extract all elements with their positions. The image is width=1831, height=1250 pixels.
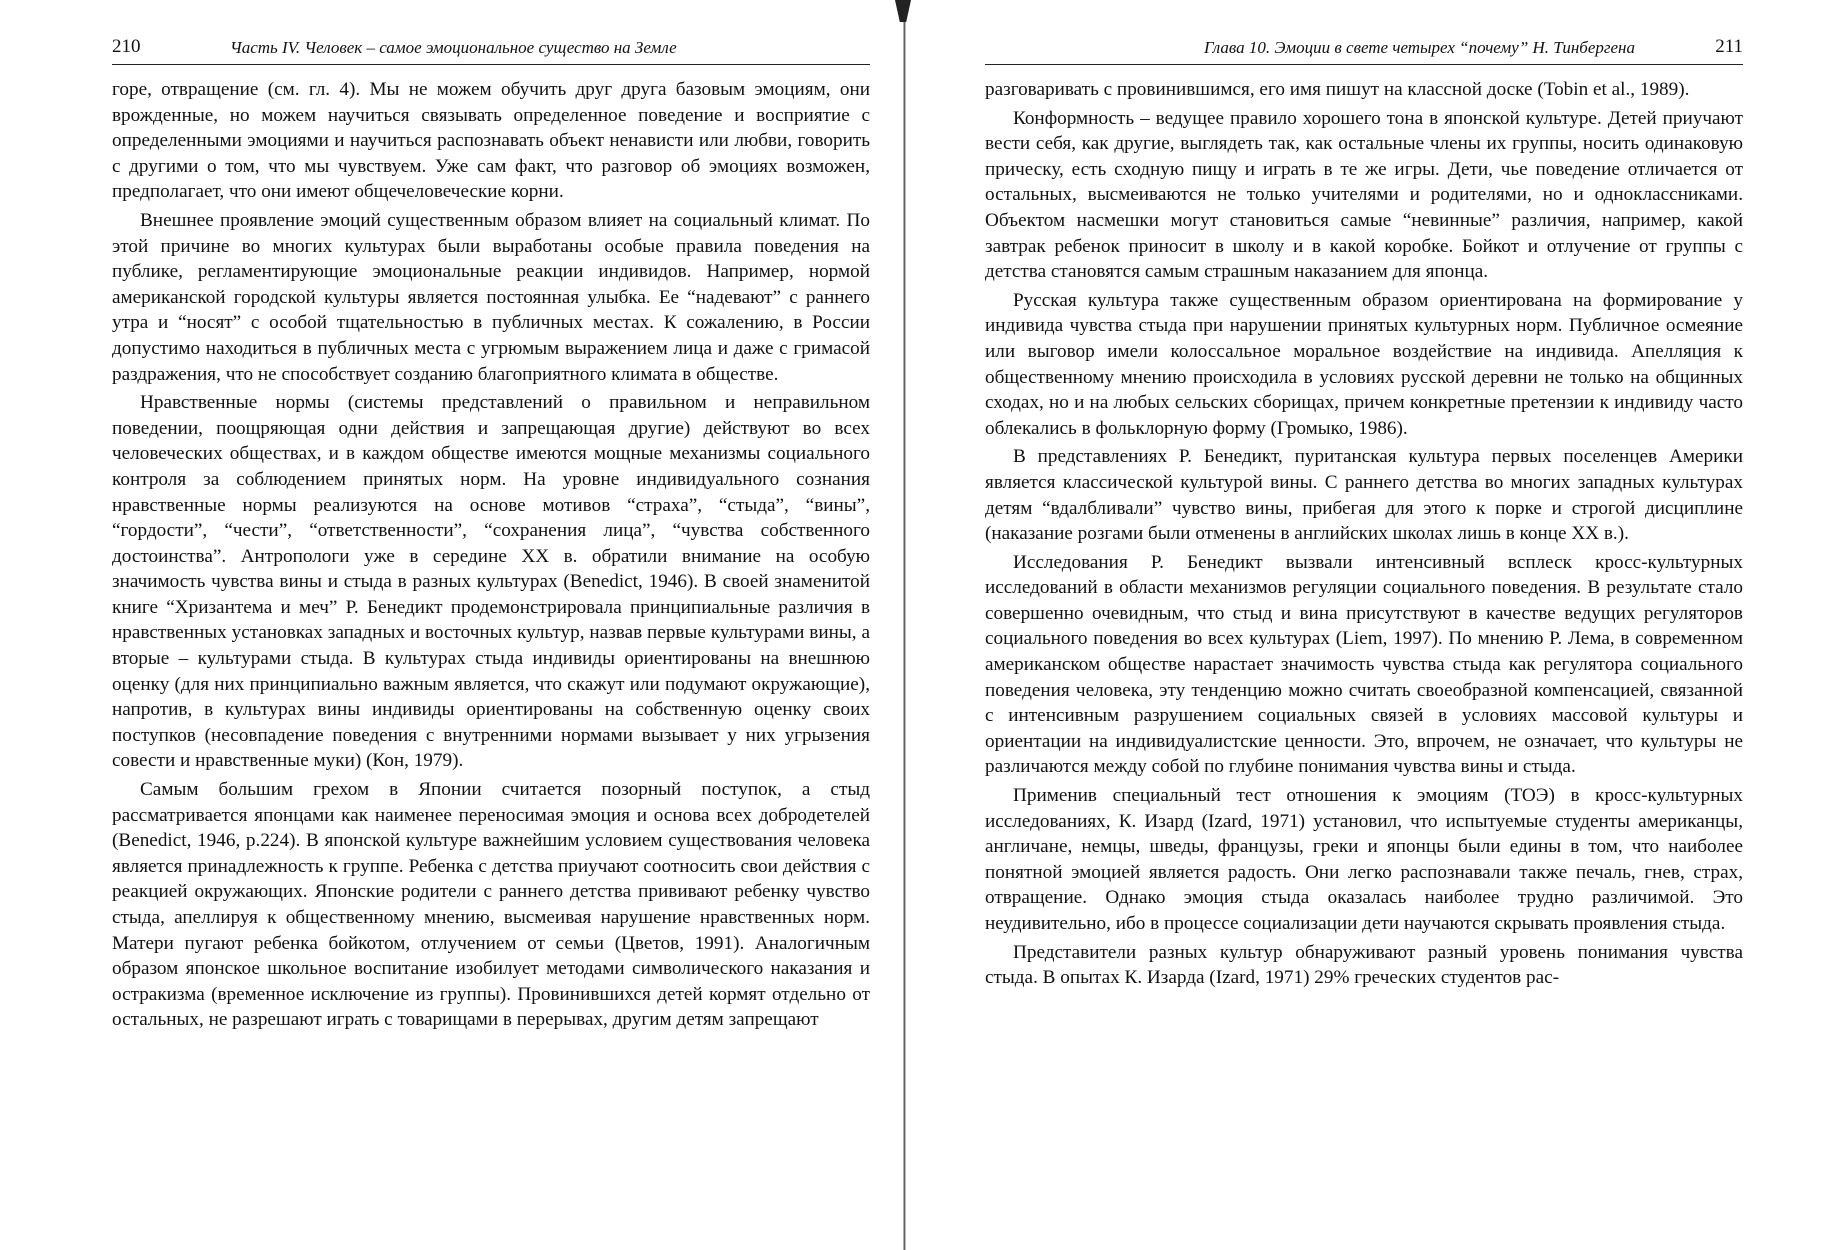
right-running-head: Глава 10. Эмоции в свете четырех “почему” Н. Тинбергена [1204, 38, 1635, 57]
paragraph: Внешнее проявление эмоций существенным образом влияет на социальный климат. По этой причине во многих культурах были выработаны особые правила поведения на публике, регламентирующие эмоциональные реакции индивидов. Например, нормой американской городской культуры является постоянная улыбка. Ее “надевают” с раннего утра и “носят” с особой тщательностью в публичных местах. К сожалению, в России допустимо находиться в публичных места с угрюмым выражением лица и даже с гримасой раздражения, что не способствует созданию благоприятного климата в обществе. [112, 209, 870, 385]
right-page-number: 211 [1715, 36, 1743, 57]
paragraph: Нравственные нормы (системы представлений о правильном и неправильном поведении, поощряющая одни действия и запрещающая другие) действуют во всех человеческих обществах, и в каждом обществе имеются мощные механизмы социального контроля за соблюдением принятых норм. На уровне индивидуального сознания нравственные нормы реализуются на основе мотивов “страха”, “стыда”, “вины”, “гордости”, “чести”, “ответственности”, “сохранения лица”, “чувства собственного достоинства”. Антропологи уже в середине XX в. обратили внимание на особую значимость чувства вины и стыда в разных культурах (Benedict, 1946). В своей знаменитой книге “Хризантема и меч” Р. Бенедикт продемонстрировала принципиальные различия в нравственных установках западных и восточных культур, назвав первые культурами вины, а вторые – культурами стыда. В культурах стыда индивиды ориентированы на внешнюю оценку (для них принципиально важным является, что скажут или подумают окружающие), напротив, в культурах вины индивиды ориентированы на собственную оценку своих поступков (несовпадение поведения с внутренними нормами вызывает у них угрызения совести и нравственные муки) (Кон, 1979). [112, 392, 870, 772]
gutter-shadow-mark [895, 0, 911, 22]
paragraph: горе, отвращение (см. гл. 4). Мы не можем обучить друг друга базовым эмоциям, они врожденные, но можем научиться связывать определенное поведение и восприятие с определенными эмоциями и научиться распознавать объект ненависти или любви, говорить с другими о том, что мы чувствуем. Уже сам факт, что разговор об эмоциях возможен, предполагает, что они имеют общечеловеческие корни. [112, 79, 870, 203]
right-page [985, 30, 1743, 1230]
book-gutter [903, 0, 906, 1250]
paragraph: разговаривать с провинившимся, его имя пишут на классной доске (Tobin et al., 1989). [985, 79, 1690, 100]
paragraph: Конформность – ведущее правило хорошего тона в японской культуре. Детей приучают вести себя, как другие, выглядеть так, как остальные члены их группы, носить одинаковую прическу, есть сходную пищу и играть в те же игры. Дети, чье поведение отличается от остальных, высмеиваются не только учителями и родителями, но и одноклассниками. Объектом насмешки могут становиться самые “невинные” различия, например, какой завтрак ребенок приносит в школу и в какой коробке. Бойкот и отлучение от группы с детства становятся самым страшным наказанием для японца. [985, 107, 1743, 283]
paragraph: В представлениях Р. Бенедикт, пуританская культура первых поселенцев Америки является классической культурой вины. С раннего детства во многих западных культурах детям “вдалбливали” чувство вины, прибегая для этого к порке и строгой дисциплине (наказание розгами были отменены в английских школах лишь в конце XX в.). [985, 446, 1743, 545]
left-page-number: 210 [112, 36, 141, 57]
left-page-body [112, 77, 870, 1033]
left-page [112, 30, 870, 1230]
left-running-head: Часть IV. Человек – самое эмоциональное существо на Земле [230, 38, 677, 57]
paragraph: Исследования Р. Бенедикт вызвали интенсивный всплеск кросс-культурных исследований в области механизмов регуляции социального поведения. В результате стало совершенно очевидным, что стыд и вина присутствуют в качестве ведущих регуляторов социального поведения во всех культурах (Liem, 1997). По мнению Р. Лема, в современном американском обществе нарастает значимость чувства стыда как регулятора социального поведения человека, эту тенденцию можно считать своеобразной компенсацией, связанной с интенсивным разрушением социальных связей в условиях массовой культуры и ориентации на индивидуалистские ценности. Это, впрочем, не означает, что культуры не различаются между собой по глубине понимания чувства вины и стыда. [985, 551, 1743, 778]
paragraph: Представители разных культур обнаруживают разный уровень понимания чувства стыда. В опытах К. Изарда (Izard, 1971) 29% греческих студентов рас- [985, 941, 1743, 989]
paragraph: Самым большим грехом в Японии считается позорный поступок, а стыд рассматривается японцами как наименее переносимая эмоция и основа всех добродетелей (Benedict, 1946, p.224). В японской культуре важнейшим условием существования человека является принадлежность к группе. Ребенка с детства приучают соотносить свои действия с реакцией окружающих. Японские родители с раннего детства прививают ребенку чувство стыда, апеллируя к общественному мнению, высмеивая нарушение нравственных норм. Матери пугают ребенка бойкотом, отлучением от семьи (Цветов, 1991). Аналогичным образом японское школьное воспитание изобилует методами символического наказания и остракизма (временное исключение из группы). Провинившихся детей кормят отдельно от остальных, не разрешают играть с товарищами в перерывах, другим детям запрещают [112, 779, 870, 1031]
paragraph: Применив специальный тест отношения к эмоциям (ТОЭ) в кросс-культурных исследованиях, К. Изард (Izard, 1971) установил, что испытуемые студенты американцы, англичане, немцы, шведы, французы, греки и японцы были едины в том, что наиболее понятной эмоцией является радость. Они легко распознавали также печаль, гнев, страх, отвращение. Однако эмоция стыда оказалась наиболее трудно различимой. Это неудивительно, ибо в процессе социализации дети научаются скрывать проявления стыда. [985, 785, 1743, 934]
left-page-header [112, 30, 870, 65]
right-page-header [985, 30, 1743, 65]
paragraph: Русская культура также существенным образом ориентирована на формирование у индивида чувства стыда при нарушении принятых культурных норм. Публичное осмеяние или выговор имели колоссальное моральное воздействие на индивида. Апелляция к общественному мнению происходила в условиях русской деревни не только на общинных сходах, но и на любых сельских сборищах, причем конкретные претензии к индивиду часто облекались в фольклорную форму (Громыко, 1986). [985, 289, 1743, 439]
right-page-body [985, 77, 1743, 991]
